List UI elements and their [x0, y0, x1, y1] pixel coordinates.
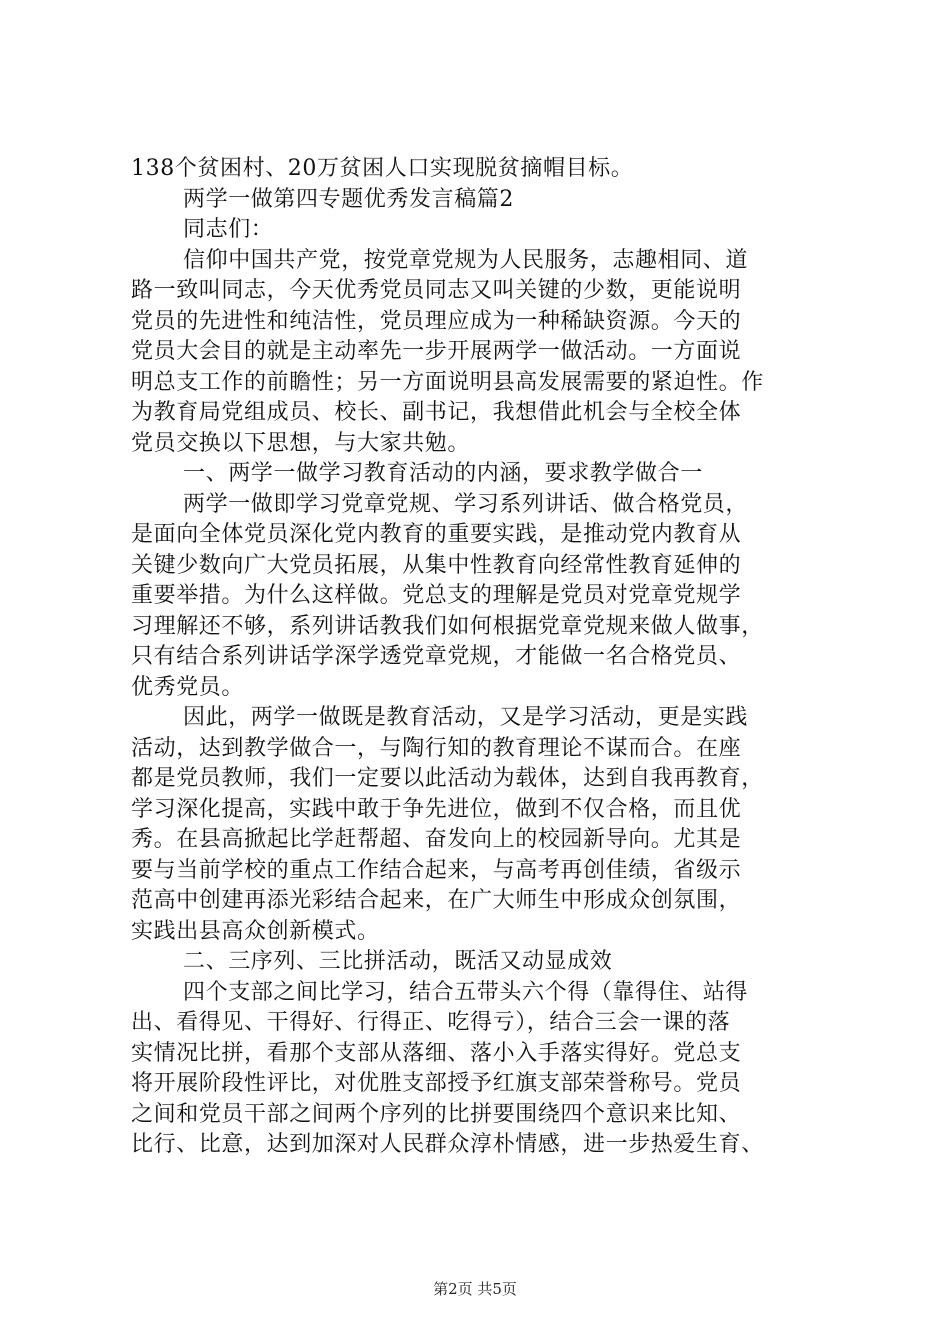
text-line: 为教育局党组成员、校长、副书记，我想借此机会与全校全体 [131, 400, 742, 425]
section-heading: 一、两学一做学习教育活动的内涵，要求教学做合一 [183, 461, 703, 486]
text-line: 学习深化提高，实践中敢于争先进位，做到不仅合格，而且优 [131, 796, 742, 822]
section-heading: 二、三序列、三比拼活动，既活又动显成效 [183, 949, 613, 974]
text-line: 是面向全体党员深化党内教育的重要实践，是推动党内教育从 [131, 522, 742, 547]
text-line: 明总支工作的前瞻性；另一方面说明县高发展需要的紧迫性。作 [131, 369, 764, 395]
text-line: 习理解还不够，系列讲话教我们如何根据党章党规来做人做事， [131, 613, 764, 639]
text-line: 关键少数向广大党员拓展，从集中性教育向经常性教育延伸的 [131, 552, 742, 578]
text-line: 重要举措。为什么这样做。党总支的理解是党员对党章党规学 [131, 583, 742, 608]
text-line: 出、看得见、干得好、行得正、吃得亏），结合三会一课的落 [131, 1010, 731, 1035]
text-line: 138个贫困村、20万贫困人口实现脱贫摘帽目标。 [131, 156, 634, 181]
text-line: 活动，达到教学做合一，与陶行知的教育理论不谋而合。在座 [131, 735, 742, 761]
salutation: 同志们： [183, 217, 274, 242]
text-line: 要与当前学校的重点工作结合起来，与高考再创佳绩，省级示 [131, 857, 742, 883]
section-title: 两学一做第四专题优秀发言稿篇2 [183, 186, 514, 212]
document-body [131, 154, 841, 1161]
text-line: 实践出县高众创新模式。 [131, 918, 380, 944]
text-line: 信仰中国共产党，按党章党规为人民服务，志趣相同、道 [183, 247, 749, 273]
text-line: 比行、比意，达到加深对人民群众淳朴情感，进一步热爱生育、 [131, 1132, 764, 1157]
text-line: 党员的先进性和纯洁性，党员理应成为一种稀缺资源。今天的 [131, 308, 742, 334]
text-line: 路一致叫同志，今天优秀党员同志又叫关键的少数，更能说明 [131, 278, 742, 303]
page-footer: 第2页 共5页 [433, 1280, 517, 1298]
text-line: 两学一做即学习党章党规、学习系列讲话、做合格党员， [183, 491, 749, 517]
text-line: 秀。在县高掀起比学赶帮超、奋发向上的校园新导向。尤其是 [131, 827, 742, 852]
text-line: 之间和党员干部之间两个序列的比拼要围绕四个意识来比知、 [131, 1101, 742, 1127]
text-line: 范高中创建再添光彩结合起来，在广大师生中形成众创氛围， [131, 888, 742, 913]
text-line: 实情况比拼，看那个支部从落细、落小入手落实得好。党总支 [131, 1040, 742, 1066]
text-line: 党员大会目的就是主动率先一步开展两学一做活动。一方面说 [131, 339, 742, 364]
text-line: 都是党员教师，我们一定要以此活动为载体，达到自我再教育， [131, 766, 764, 791]
text-line: 因此，两学一做既是教育活动，又是学习活动，更是实践 [183, 705, 749, 730]
text-line: 四个支部之间比学习，结合五带头六个得（靠得住、站得 [183, 979, 749, 1005]
text-line: 将开展阶段性评比，对优胜支部授予红旗支部荣誉称号。党员 [131, 1071, 742, 1096]
text-line: 优秀党员。 [131, 674, 245, 700]
text-line: 只有结合系列讲话学深学透党章党规，才能做一名合格党员、 [131, 644, 742, 669]
text-line: 党员交换以下思想，与大家共勉。 [131, 430, 471, 456]
